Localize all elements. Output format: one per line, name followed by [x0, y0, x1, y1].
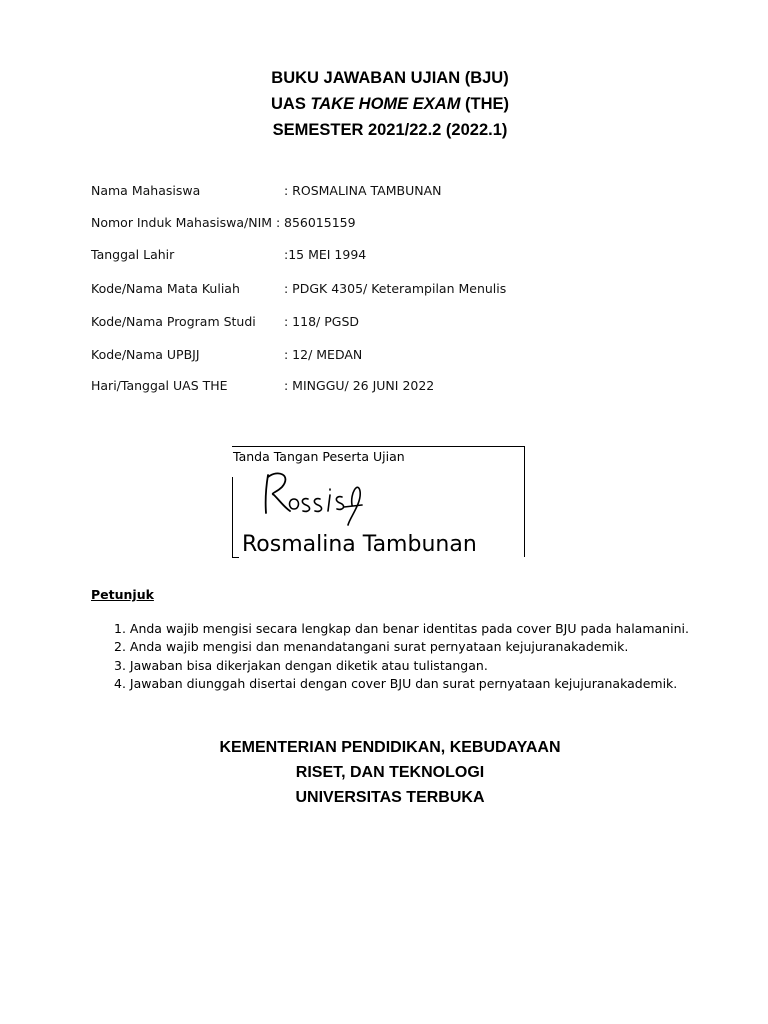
- identity-value: : ROSMALINA TAMBUNAN: [284, 183, 442, 198]
- list-item: 1. Anda wajib mengisi secara lengkap dan benar identitas pada cover BJU pada halamanini.: [114, 621, 689, 636]
- signature-label: Tanda Tangan Peserta Ujian: [233, 449, 405, 464]
- identity-label: Kode/Nama Mata Kuliah: [91, 281, 240, 296]
- title-line-2: [0, 91, 768, 117]
- title-line-1: BUKU JAWABAN UJIAN (BJU): [271, 69, 509, 87]
- identity-value: : 12/ MEDAN: [284, 347, 363, 362]
- identity-label: Hari/Tanggal UAS THE: [91, 378, 228, 393]
- identity-label: Kode/Nama Program Studi: [91, 314, 256, 329]
- list-item: 4. Jawaban diunggah disertai dengan cover BJU dan surat pernyataan kejujuranakademik.: [114, 675, 678, 691]
- document-title: [0, 65, 768, 143]
- title-line-2-prefix: UAS: [270, 95, 311, 113]
- identity-value: : PDGK 4305/ Keterampilan Menulis: [284, 281, 507, 296]
- signature-drawing: [232, 447, 524, 557]
- signature-box: [232, 446, 525, 557]
- footer-line-2: RISET, DAN TEKNOLOGI: [295, 764, 485, 781]
- footer-line-1: KEMENTERIAN PENDIDIKAN, KEBUDAYAAN: [219, 739, 561, 756]
- identity-label: Nomor Induk Mahasiswa/NIM :: [91, 215, 281, 230]
- identity-value: : 118/ PGSD: [284, 314, 360, 329]
- handwritten-name: Rosmalina Tambunan: [242, 532, 477, 557]
- identity-value: : MINGGU/ 26 JUNI 2022: [284, 378, 435, 393]
- title-line-2-italic: TAKE HOME EXAM: [310, 95, 461, 113]
- identity-label: Nama Mahasiswa: [91, 183, 201, 198]
- petunjuk-list: [114, 620, 689, 693]
- title-line-2-suffix: (THE): [460, 95, 510, 113]
- identity-label: Kode/Nama UPBJJ: [91, 347, 200, 362]
- list-item: 3. Jawaban bisa dikerjakan dengan diketik atau tulistangan.: [114, 657, 488, 673]
- petunjuk-heading: Petunjuk: [91, 587, 154, 602]
- list-item: 2. Anda wajib mengisi dan menandatangani surat pernyataan kejujuranakademik.: [114, 639, 629, 655]
- identity-label: Tanggal Lahir: [91, 247, 175, 262]
- identity-value: 856015159: [284, 215, 356, 230]
- institution-footer: [0, 735, 768, 810]
- identity-value: :15 MEI 1994: [284, 247, 367, 262]
- title-line-3: SEMESTER 2021/22.2 (2022.1): [272, 121, 508, 139]
- footer-line-3: UNIVERSITAS TERBUKA: [295, 789, 485, 806]
